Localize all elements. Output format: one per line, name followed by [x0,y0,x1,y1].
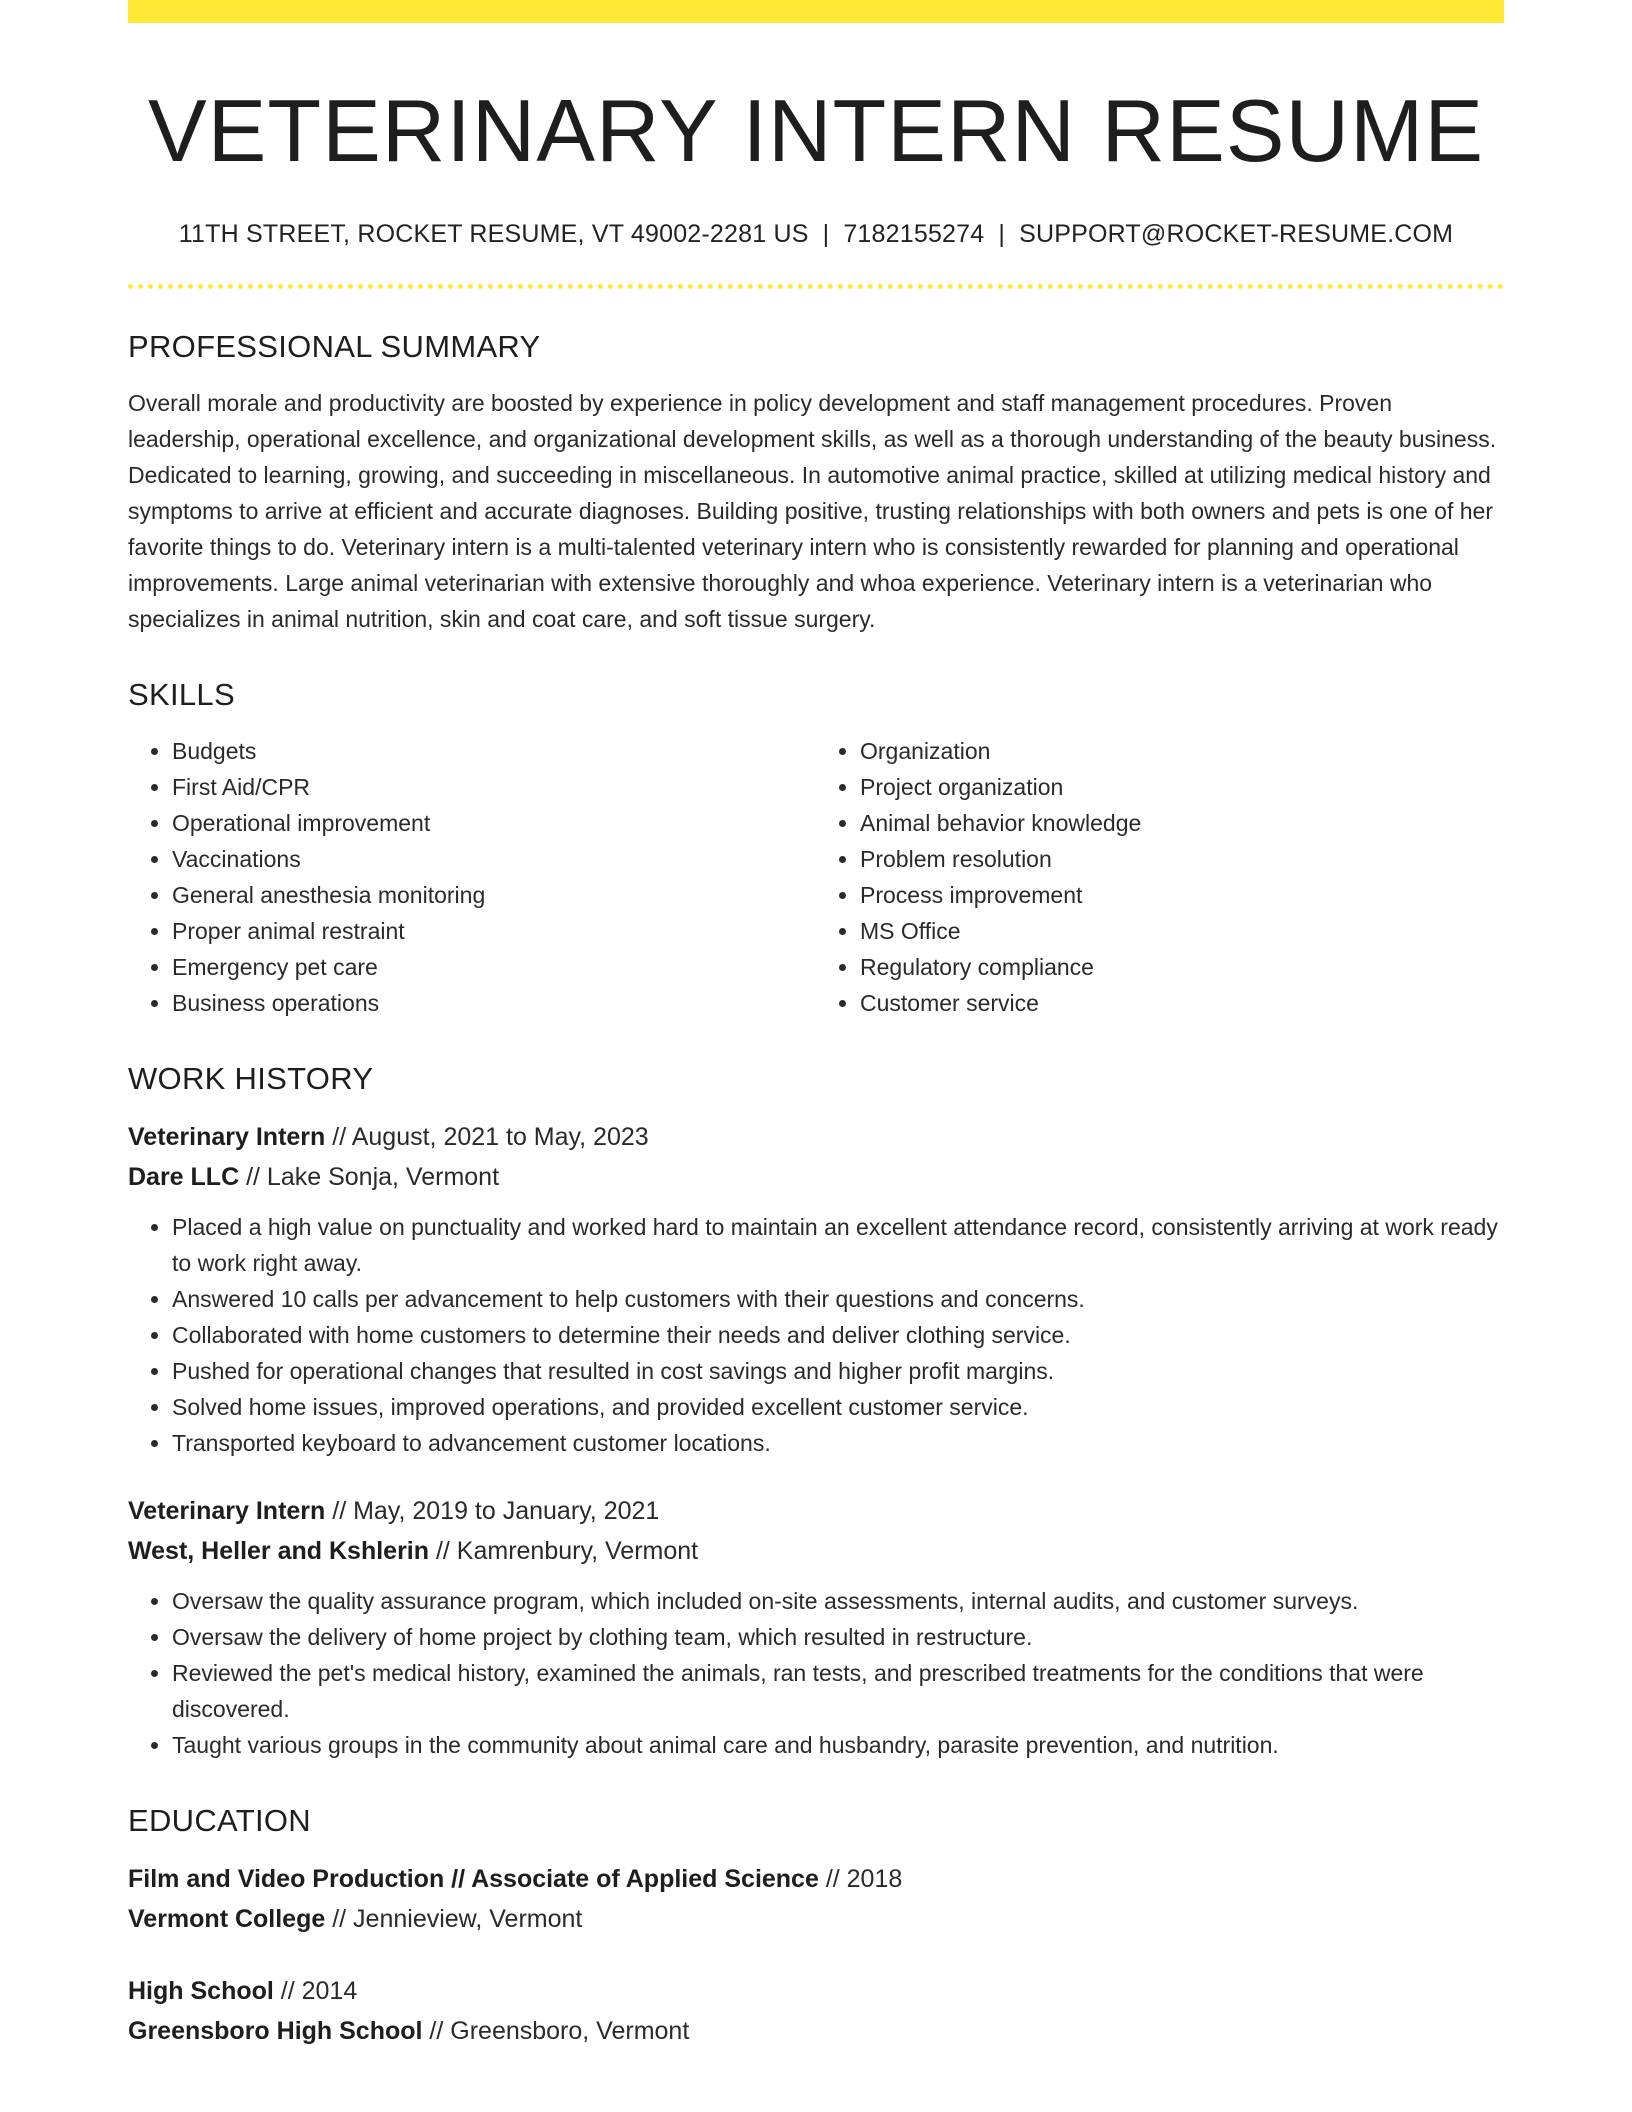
skill-item: • First Aid/CPR [172,769,816,805]
job-company: West, Heller and Kshlerin [128,1536,430,1565]
skill-item: • Business operations [172,985,816,1021]
job-bullet: • Collaborated with home customers to determine their needs and deliver clothing service. [172,1317,1504,1353]
job-title-line [128,1491,1504,1531]
skill-item: • Regulatory compliance [860,949,1504,985]
skill-item: • MS Office [860,913,1504,949]
work-heading: WORK HISTORY [128,1060,374,1096]
job-bullet: • Oversaw the delivery of home project by clothing team, which resulted in restructure. [172,1619,1504,1655]
dotted-divider [128,284,1504,289]
job-title-line [128,1117,1504,1157]
job-dates: // August, 2021 to May, 2023 [325,1122,649,1151]
job-entry [128,1491,1504,1763]
job-bullet: • Transported keyboard to advancement customer locations. [172,1425,1504,1461]
skill-item: • Customer service [860,985,1504,1021]
skill-item: • Animal behavior knowledge [860,805,1504,841]
job-dates: // May, 2019 to January, 2021 [325,1496,660,1525]
skill-item: • General anesthesia monitoring [172,877,816,913]
skill-item: • Emergency pet care [172,949,816,985]
job-company: Dare LLC [128,1162,240,1191]
contact-phone: 7182155274 [843,219,985,248]
job-entry [128,1117,1504,1461]
job-bullet: • Oversaw the quality assurance program, which included on-site assessments, internal audits, and customer surveys. [172,1583,1504,1619]
skills-heading: SKILLS [128,676,235,712]
job-bullet: • Placed a high value on punctuality and worked hard to maintain an excellent attendance record, consistently arriving at work ready to work right away. [172,1209,1504,1281]
education-entry [128,1859,1504,1939]
education-year: // 2014 [273,1976,358,2005]
education-location: // Jennieview, Vermont [325,1904,583,1933]
contact-email: SUPPORT@ROCKET-RESUME.COM [1019,219,1454,248]
job-bullet: • Pushed for operational changes that resulted in cost savings and higher profit margins. [172,1353,1504,1389]
contact-separator: | [998,219,1006,248]
skill-item: • Budgets [172,733,816,769]
education-school: Greensboro High School [128,2016,423,2045]
skill-item: • Operational improvement [172,805,816,841]
job-location: // Kamrenbury, Vermont [429,1536,699,1565]
skill-item: • Process improvement [860,877,1504,913]
contact-address: 11TH STREET, ROCKET RESUME, VT 49002-2281 US [178,219,809,248]
job-bullet: • Answered 10 calls per advancement to help customers with their questions and concerns. [172,1281,1504,1317]
job-company-line [128,1157,1504,1197]
job-company-line [128,1531,1504,1571]
top-accent-bar [128,0,1504,23]
skills-column-left [128,733,816,1021]
education-degree: Film and Video Production // Associate of Applied Science [128,1864,819,1893]
education-school-line [128,1899,1504,1939]
job-bullet: • Reviewed the pet's medical history, examined the animals, ran tests, and prescribed treatments for the conditions that were discovered. [172,1655,1504,1727]
resume-title: VETERINARY INTERN RESUME [147,81,1485,180]
skills-list [128,733,1504,1021]
summary-heading: PROFESSIONAL SUMMARY [128,328,541,364]
education-school-line [128,2011,1504,2051]
education-entry [128,1971,1504,2051]
education-degree-line [128,1859,1504,1899]
education-school: Vermont College [128,1904,326,1933]
skill-item: • Organization [860,733,1504,769]
job-location: // Lake Sonja, Vermont [239,1162,500,1191]
job-bullet: • Solved home issues, improved operations, and provided excellent customer service. [172,1389,1504,1425]
education-degree-line [128,1971,1504,2011]
education-degree: High School [128,1976,274,2005]
job-bullet: • Taught various groups in the community about animal care and husbandry, parasite prevention, and nutrition. [172,1727,1504,1763]
skill-item: • Problem resolution [860,841,1504,877]
skills-column-right [816,733,1504,1021]
education-year: // 2018 [818,1864,903,1893]
education-heading: EDUCATION [128,1802,311,1838]
skill-item: • Vaccinations [172,841,816,877]
contact-line [128,220,1504,249]
resume-page [128,0,1504,2083]
contact-separator: | [822,219,830,248]
job-title: Veterinary Intern [128,1496,326,1525]
job-bullets [128,1583,1504,1763]
job-bullets [128,1209,1504,1461]
summary-text: Overall morale and productivity are boosted by experience in policy development and staff management procedures. Proven leadership, operational excellence, and organizational development skills, as well as a thorough understanding of the beauty business. Dedicated to learning, growing, and succeeding in miscellaneous. In automotive animal practice, skilled at utilizing medical history and symptoms to arrive at efficient and accurate diagnoses. Building positive, trusting relationships with both owners and pets is one of her favorite things to do. Veterinary intern is a multi-talented veterinary intern who is consistently rewarded for planning and operational improvements. Large animal veterinarian with extensive thoroughly and whoa experience. Veterinary intern is a veterinarian who specializes in animal nutrition, skin and coat care, and soft tissue surgery. [128,389,1497,632]
skill-item: • Project organization [860,769,1504,805]
skill-item: • Proper animal restraint [172,913,816,949]
education-location: // Greensboro, Vermont [422,2016,690,2045]
job-title: Veterinary Intern [128,1122,326,1151]
